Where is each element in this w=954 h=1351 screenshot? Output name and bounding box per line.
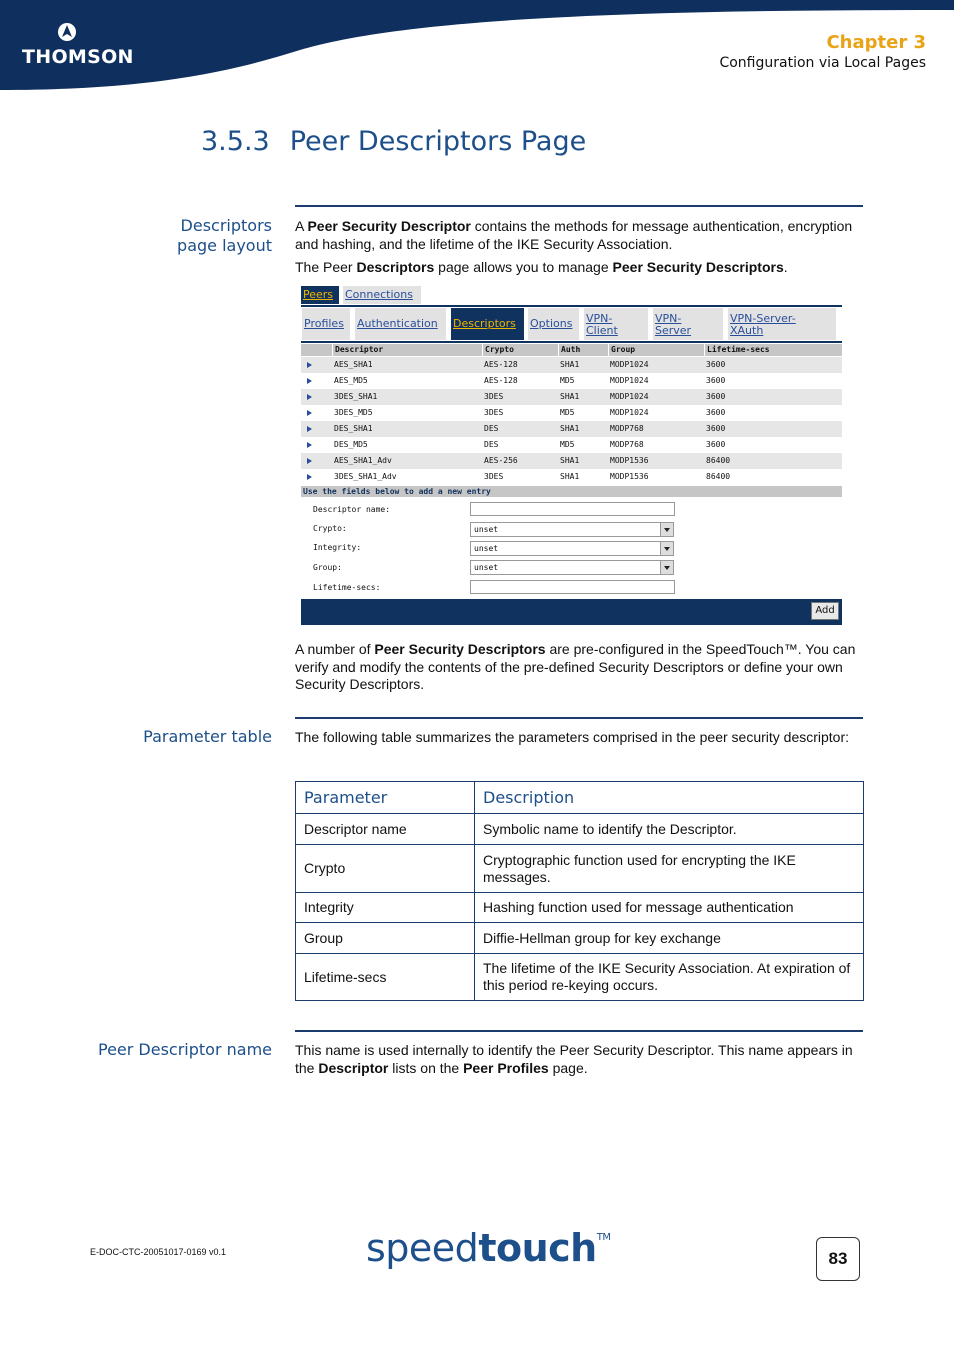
tab-options[interactable]: Options xyxy=(528,308,579,340)
cell-lifetime: 86400 xyxy=(706,472,731,481)
cell-group: MODP768 xyxy=(610,440,644,449)
peer-descriptor-name-paragraph: This name is used internally to identify the Peer Security Descriptor. This name appears in the Descriptor lists on the Peer Profiles page. xyxy=(295,1042,853,1076)
cell-descriptor: DES_SHA1 xyxy=(334,424,373,433)
crypto-label: Crypto: xyxy=(313,524,347,533)
cell-crypto: 3DES xyxy=(484,392,504,401)
table-row[interactable] xyxy=(301,437,842,453)
cell-crypto: 3DES xyxy=(484,408,504,417)
descriptors-page-paragraph: The Peer Descriptors page allows you to manage Peer Security Descriptors. xyxy=(295,259,788,275)
row-arrow-icon[interactable] xyxy=(307,426,312,432)
row-arrow-icon[interactable] xyxy=(307,410,312,416)
table-row[interactable] xyxy=(301,405,842,421)
cell-crypto: AES-128 xyxy=(484,376,518,385)
lifetime-input[interactable] xyxy=(470,580,675,594)
cell-crypto: AES-256 xyxy=(484,456,518,465)
cell-auth: MD5 xyxy=(560,440,575,449)
chapter-subtitle: Configuration via Local Pages xyxy=(719,55,926,71)
tab-authentication[interactable]: Authentication xyxy=(355,308,446,340)
row-arrow-icon[interactable] xyxy=(307,378,312,384)
descriptor-name-input[interactable] xyxy=(470,502,675,516)
table-row xyxy=(296,923,864,954)
cell-descriptor: AES_MD5 xyxy=(334,376,368,385)
section-divider xyxy=(295,1030,863,1032)
section-title-text: Peer Descriptors Page xyxy=(289,126,587,157)
cell-auth: SHA1 xyxy=(560,424,580,433)
tab-connections[interactable]: Connections xyxy=(343,286,421,304)
row-arrow-icon[interactable] xyxy=(307,394,312,400)
cell-group: MODP1024 xyxy=(610,360,649,369)
cell-auth: SHA1 xyxy=(560,456,580,465)
col-crypto: Crypto xyxy=(482,344,557,356)
param-description: Cryptographic function used for encrypting the IKE messages. xyxy=(475,845,864,893)
cell-lifetime: 3600 xyxy=(706,360,726,369)
cell-group: MODP1536 xyxy=(610,472,649,481)
param-name: Group xyxy=(296,923,475,954)
parameter-table xyxy=(295,781,864,1001)
table-header-row xyxy=(296,782,864,814)
cell-lifetime: 86400 xyxy=(706,456,731,465)
cell-group: MODP1024 xyxy=(610,408,649,417)
row-arrow-icon[interactable] xyxy=(307,474,312,480)
parameter-table-label: Parameter table xyxy=(143,727,272,746)
group-select[interactable]: unset xyxy=(470,560,674,575)
section-divider xyxy=(295,205,863,207)
tab-vpn-server[interactable]: VPN- Server xyxy=(653,308,723,340)
section-title xyxy=(201,126,586,157)
section-number: 3.5.3 xyxy=(201,126,270,157)
col-group: Group xyxy=(608,344,703,356)
cell-auth: SHA1 xyxy=(560,392,580,401)
param-description: Symbolic name to identify the Descriptor. xyxy=(475,814,864,845)
cell-lifetime: 3600 xyxy=(706,376,726,385)
row-arrow-icon[interactable] xyxy=(307,442,312,448)
chevron-down-icon[interactable] xyxy=(660,561,673,574)
cell-crypto: AES-128 xyxy=(484,360,518,369)
param-name: Descriptor name xyxy=(296,814,475,845)
cell-descriptor: 3DES_SHA1_Adv xyxy=(334,472,397,481)
table-row xyxy=(296,814,864,845)
cell-group: MODP768 xyxy=(610,424,644,433)
cell-lifetime: 3600 xyxy=(706,408,726,417)
label-line: page layout xyxy=(177,236,272,255)
form-footer-bar xyxy=(301,599,842,625)
peer-descriptor-name-label: Peer Descriptor name xyxy=(97,1040,272,1059)
col-descriptor: Descriptor xyxy=(332,344,481,356)
chevron-down-icon[interactable] xyxy=(660,542,673,555)
add-entry-heading: Use the fields below to add a new entry xyxy=(301,486,842,497)
param-description: The lifetime of the IKE Security Association. At expiration of this period re-keying occurs. xyxy=(475,954,864,1001)
cell-crypto: 3DES xyxy=(484,472,504,481)
cell-descriptor: 3DES_SHA1 xyxy=(334,392,378,401)
tab-vpn-client[interactable]: VPN- Client xyxy=(584,308,648,340)
tab-divider xyxy=(301,341,842,343)
header-banner xyxy=(0,0,954,100)
descriptors-layout-label xyxy=(177,216,272,256)
thomson-logo-icon xyxy=(56,22,78,42)
table-row[interactable] xyxy=(301,389,842,405)
row-arrow-icon[interactable] xyxy=(307,458,312,464)
cell-descriptor: 3DES_MD5 xyxy=(334,408,373,417)
preconfigured-paragraph: A number of Peer Security Descriptors are pre-configured in the SpeedTouch™. You can verify and modify the contents of the pre-defined Security Descriptors or define your own Security Descriptors. xyxy=(295,641,856,692)
table-row xyxy=(296,954,864,1001)
table-row[interactable] xyxy=(301,357,842,373)
cell-descriptor: AES_SHA1_Adv xyxy=(334,456,392,465)
col-auth: Auth xyxy=(558,344,607,356)
group-label: Group: xyxy=(313,563,342,572)
cell-auth: SHA1 xyxy=(560,360,580,369)
table-row[interactable] xyxy=(301,373,842,389)
param-name: Integrity xyxy=(296,893,475,923)
param-name: Lifetime-secs xyxy=(296,954,475,1001)
cell-descriptor: AES_SHA1 xyxy=(334,360,373,369)
tab-divider xyxy=(301,305,842,307)
tab-vpn-server-xauth[interactable]: VPN-Server- XAuth xyxy=(728,308,836,340)
tab-profiles[interactable]: Profiles xyxy=(302,308,350,340)
add-button[interactable]: Add xyxy=(811,602,839,620)
tab-descriptors[interactable]: Descriptors xyxy=(451,308,524,340)
table-row[interactable] xyxy=(301,469,842,485)
cell-auth: SHA1 xyxy=(560,472,580,481)
cell-lifetime: 3600 xyxy=(706,440,726,449)
table-row[interactable] xyxy=(301,421,842,437)
header-parameter: Parameter xyxy=(296,782,475,814)
chevron-down-icon[interactable] xyxy=(660,523,673,536)
integrity-label: Integrity: xyxy=(313,543,362,552)
param-description: Diffie-Hellman group for key exchange xyxy=(475,923,864,954)
parameter-table-intro: The following table summarizes the parameters comprised in the peer security descriptor: xyxy=(295,729,850,745)
cell-lifetime: 3600 xyxy=(706,424,726,433)
cell-group: MODP1024 xyxy=(610,392,649,401)
tab-peers[interactable]: Peers xyxy=(301,286,339,304)
page-number: 83 xyxy=(816,1237,860,1281)
descriptor-table-header xyxy=(301,344,842,356)
row-arrow-icon[interactable] xyxy=(307,362,312,368)
cell-crypto: DES xyxy=(484,440,499,449)
col-lifetime: Lifetime-secs xyxy=(704,344,841,356)
descriptor-name-label: Descriptor name: xyxy=(313,505,391,514)
chapter-label: Chapter 3 xyxy=(826,32,926,53)
cell-group: MODP1024 xyxy=(610,376,649,385)
speedtouch-logo: speedtouch™ xyxy=(366,1226,611,1270)
table-row xyxy=(296,845,864,893)
crypto-select[interactable]: unset xyxy=(470,522,674,537)
table-row[interactable] xyxy=(301,453,842,469)
lifetime-label: Lifetime-secs: xyxy=(313,583,381,592)
integrity-select[interactable]: unset xyxy=(470,541,674,556)
param-description: Hashing function used for message authentication xyxy=(475,893,864,923)
cell-auth: MD5 xyxy=(560,376,575,385)
thomson-logo-text: THOMSON xyxy=(22,46,134,68)
cell-descriptor: DES_MD5 xyxy=(334,440,368,449)
descriptors-page-screenshot xyxy=(301,286,842,625)
cell-group: MODP1536 xyxy=(610,456,649,465)
cell-auth: MD5 xyxy=(560,408,575,417)
section-divider xyxy=(295,717,863,719)
cell-crypto: DES xyxy=(484,424,499,433)
descriptor-intro-paragraph: A Peer Security Descriptor contains the methods for message authentication, encryption and hashing, and the lifetime of the IKE Security Association. xyxy=(295,218,853,252)
table-row xyxy=(296,893,864,923)
param-name: Crypto xyxy=(296,845,475,893)
document-id: E-DOC-CTC-20051017-0169 v0.1 xyxy=(90,1247,227,1257)
label-line: Descriptors xyxy=(180,216,272,235)
cell-lifetime: 3600 xyxy=(706,392,726,401)
header-description: Description xyxy=(475,782,864,814)
